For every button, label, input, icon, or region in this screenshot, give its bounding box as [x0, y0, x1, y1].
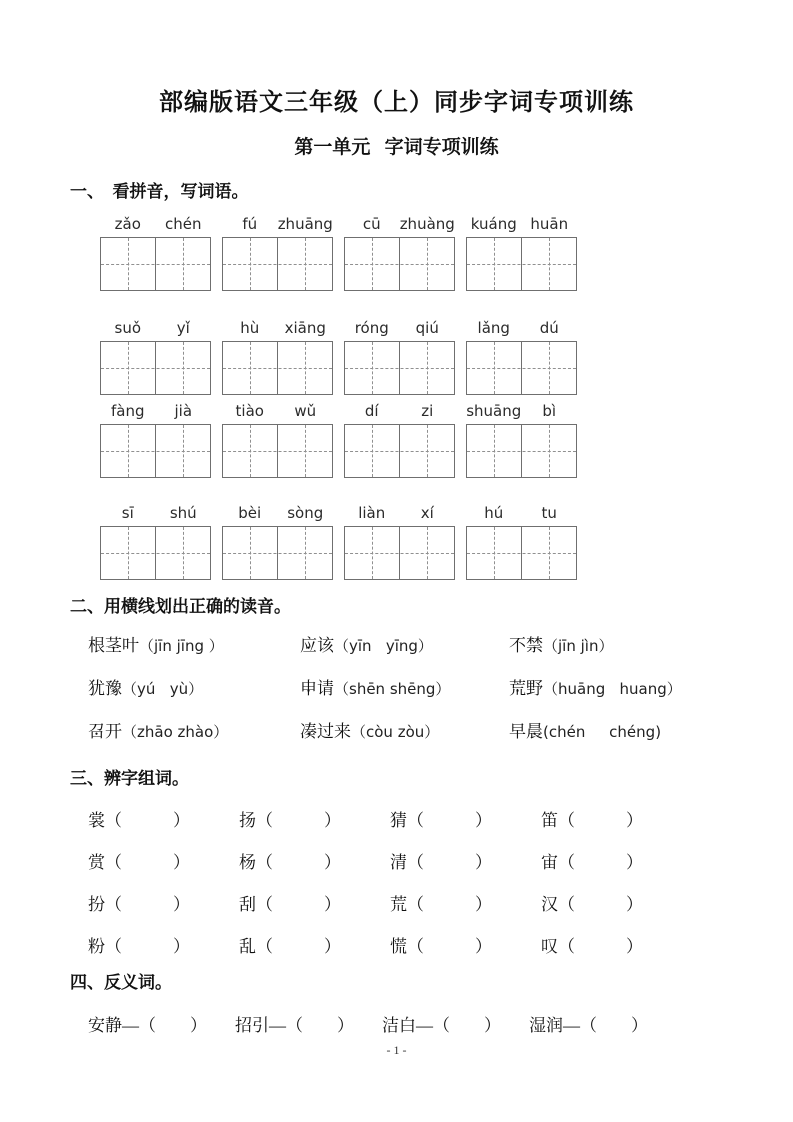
pinyin-word-group — [222, 504, 333, 580]
pronunciation-item — [88, 720, 300, 744]
pinyin-row-4 — [100, 504, 793, 580]
pronunciation-item — [88, 634, 300, 658]
pronunciation-item — [88, 677, 300, 701]
writing-grid-box — [100, 237, 211, 291]
character: 扬 — [239, 811, 256, 830]
pinyin-syllable: bèi — [238, 504, 262, 522]
word-part: 过来 — [317, 722, 351, 741]
word-dotted-char: 荒 • — [509, 679, 526, 698]
writing-cell — [277, 238, 332, 290]
pronunciation-item — [509, 720, 661, 744]
writing-cell — [223, 342, 277, 394]
word-part: 该 — [317, 636, 334, 655]
word-form-item — [88, 851, 239, 874]
writing-grid-box — [344, 237, 455, 291]
writing-cell — [277, 527, 332, 579]
answer-blank: （ ） — [105, 937, 190, 956]
pinyin-syllable: fàng — [110, 402, 145, 420]
pinyin-syllable: tu — [541, 504, 557, 522]
word-dotted-char: 禁 • — [526, 636, 543, 655]
word-form-row-4 — [88, 935, 793, 958]
pronunciation-item — [509, 634, 613, 658]
pinyin-word-group — [344, 215, 455, 291]
writing-cell — [521, 527, 576, 579]
pinyin-options: （huāng huang） — [543, 680, 682, 698]
pinyin-syllable: shú — [169, 504, 197, 522]
word-form-item — [541, 935, 692, 958]
pronunciation-row-2 — [88, 677, 793, 701]
word-form-item — [239, 809, 390, 832]
pronunciation-item — [300, 677, 509, 701]
writing-grid-box — [466, 341, 577, 395]
answer-blank: —（ ） — [269, 1016, 354, 1035]
pinyin-syllable: lǎng — [477, 319, 510, 337]
character: 叹 — [541, 937, 558, 956]
word-part: 根 — [88, 636, 105, 655]
answer-blank: （ ） — [558, 937, 643, 956]
pinyin-syllable: wǔ — [294, 402, 317, 420]
pinyin-word-group — [100, 215, 211, 291]
answer-blank: （ ） — [407, 811, 492, 830]
character: 汉 — [541, 895, 558, 914]
writing-cell — [345, 238, 399, 290]
word-dotted-char: 茎 • — [105, 636, 122, 655]
writing-cell — [101, 238, 155, 290]
word-part: 早 — [509, 722, 526, 741]
antonym-item — [88, 1014, 207, 1037]
section1-heading: 一、 看拼音，写词语。 — [70, 182, 249, 201]
antonym-item — [529, 1014, 648, 1037]
pinyin-syllable: tiào — [235, 402, 264, 420]
character: 杨 — [239, 853, 256, 872]
answer-blank: （ ） — [558, 853, 643, 872]
section4-heading: 四、反义词。 — [70, 973, 172, 992]
word-form-item — [541, 893, 692, 916]
pinyin-options: （jīn jìn） — [543, 637, 614, 655]
pinyin-word-group — [100, 319, 211, 395]
writing-cell — [399, 425, 454, 477]
character: 赏 — [88, 853, 105, 872]
antonym-item — [235, 1014, 354, 1037]
antonym-item — [382, 1014, 501, 1037]
pinyin-word-group — [100, 504, 211, 580]
pinyin-syllable: yǐ — [176, 319, 190, 337]
pinyin-syllable: chén — [165, 215, 202, 233]
character: 乱 — [239, 937, 256, 956]
section2-heading: 二、用横线划出正确的读音。 — [70, 597, 291, 616]
pinyin-syllable: suǒ — [114, 319, 141, 337]
word-form-item — [541, 851, 692, 874]
pinyin-options: （yú yù） — [122, 680, 204, 698]
pinyin-options: （zhāo zhào） — [122, 723, 229, 741]
character: 清 — [390, 853, 407, 872]
writing-cell — [277, 425, 332, 477]
word-dotted-char: 凑 • — [300, 722, 317, 741]
writing-grid-box — [100, 341, 211, 395]
word-form-row-3 — [88, 893, 793, 916]
word-form-item — [390, 809, 541, 832]
writing-grid-box — [466, 237, 577, 291]
pinyin-word-group — [344, 504, 455, 580]
answer-blank: （ ） — [105, 895, 190, 914]
answer-blank: （ ） — [105, 853, 190, 872]
word-form-item — [390, 935, 541, 958]
pinyin-syllable: huān — [530, 215, 569, 233]
character: 慌 — [390, 937, 407, 956]
pinyin-syllable: dú — [539, 319, 559, 337]
answer-blank: （ ） — [407, 853, 492, 872]
pinyin-row-2 — [100, 319, 793, 395]
pinyin-syllable: róng — [354, 319, 389, 337]
word-form-row-1 — [88, 809, 793, 832]
pinyin-syllable: hú — [484, 504, 504, 522]
pinyin-syllable: liàn — [358, 504, 386, 522]
writing-grid-box — [344, 526, 455, 580]
pinyin-syllable: dí — [364, 402, 379, 420]
pinyin-syllable: zǎo — [114, 215, 141, 233]
word-form-item — [239, 935, 390, 958]
writing-grid-box — [466, 526, 577, 580]
word-form-item — [541, 809, 692, 832]
answer-blank: —（ ） — [122, 1016, 207, 1035]
answer-blank: （ ） — [558, 811, 643, 830]
character: 荒 — [390, 895, 407, 914]
pinyin-word-group — [466, 402, 577, 478]
pinyin-syllable: shuāng — [466, 402, 522, 420]
writing-grid-box — [222, 526, 333, 580]
writing-grid-box — [222, 424, 333, 478]
answer-blank: （ ） — [256, 937, 341, 956]
writing-cell — [345, 425, 399, 477]
writing-grid-box — [222, 237, 333, 291]
pinyin-row-1 — [100, 215, 793, 291]
pinyin-word-group — [344, 402, 455, 478]
pinyin-word-group — [222, 402, 333, 478]
character: 猜 — [390, 811, 407, 830]
word-part: 请 — [317, 679, 334, 698]
answer-blank: （ ） — [256, 811, 341, 830]
page-title: 部编版语文三年级（上）同步字词专项训练 — [159, 90, 634, 116]
writing-cell — [155, 527, 210, 579]
pronunciation-row-3 — [88, 720, 793, 744]
pronunciation-item — [300, 634, 509, 658]
answer-blank: （ ） — [407, 937, 492, 956]
writing-grid-box — [466, 424, 577, 478]
word-dotted-char: 应 • — [300, 636, 317, 655]
writing-cell — [399, 238, 454, 290]
word-dotted-char: 晨 • — [526, 722, 543, 741]
pinyin-syllable: jià — [174, 402, 193, 420]
writing-cell — [521, 342, 576, 394]
word-dotted-char: 召 • — [88, 722, 105, 741]
writing-cell — [345, 342, 399, 394]
pinyin-word-group — [466, 215, 577, 291]
pinyin-syllable: xiāng — [284, 319, 326, 337]
character: 粉 — [88, 937, 105, 956]
writing-grid-box — [100, 526, 211, 580]
word: 招引 — [235, 1016, 269, 1035]
writing-cell — [399, 342, 454, 394]
pinyin-syllable: sī — [121, 504, 134, 522]
word-part: 野 — [526, 679, 543, 698]
writing-cell — [155, 238, 210, 290]
answer-blank: （ ） — [105, 811, 190, 830]
pinyin-options: (chén chéng) — [543, 723, 662, 741]
pronunciation-item — [509, 677, 682, 701]
answer-blank: （ ） — [256, 853, 341, 872]
writing-cell — [101, 527, 155, 579]
character: 裳 — [88, 811, 105, 830]
answer-blank: —（ ） — [563, 1016, 648, 1035]
section3-heading: 三、辨字组词。 — [70, 769, 189, 788]
writing-grid-box — [222, 341, 333, 395]
word-dotted-char: 申 • — [300, 679, 317, 698]
pinyin-word-group — [100, 402, 211, 478]
writing-cell — [101, 425, 155, 477]
character: 笛 — [541, 811, 558, 830]
word: 安静 — [88, 1016, 122, 1035]
word-form-item — [390, 893, 541, 916]
character: 宙 — [541, 853, 558, 872]
answer-blank: —（ ） — [416, 1016, 501, 1035]
antonym-row — [88, 1014, 793, 1037]
word-part: 犹 — [88, 679, 105, 698]
pinyin-word-group — [222, 215, 333, 291]
writing-cell — [467, 342, 521, 394]
character: 刮 — [239, 895, 256, 914]
pinyin-syllable: qiú — [415, 319, 439, 337]
writing-cell — [155, 425, 210, 477]
pinyin-options: （shēn shēng） — [334, 680, 451, 698]
writing-grid-box — [344, 424, 455, 478]
pinyin-syllable: cū — [362, 215, 381, 233]
writing-grid-box — [344, 341, 455, 395]
word-form-item — [239, 893, 390, 916]
pinyin-word-group — [344, 319, 455, 395]
writing-cell — [223, 238, 277, 290]
pinyin-syllable: kuáng — [470, 215, 517, 233]
page-number: - 1 - — [386, 1043, 407, 1057]
pinyin-row-3 — [100, 402, 793, 478]
writing-cell — [277, 342, 332, 394]
answer-blank: （ ） — [558, 895, 643, 914]
character: 扮 — [88, 895, 105, 914]
answer-blank: （ ） — [407, 895, 492, 914]
word-part: 不 — [509, 636, 526, 655]
pinyin-syllable: zhuāng — [277, 215, 333, 233]
answer-blank: （ ） — [256, 895, 341, 914]
pinyin-syllable: zi — [421, 402, 434, 420]
pinyin-syllable: hù — [240, 319, 260, 337]
pinyin-word-group — [466, 504, 577, 580]
pronunciation-item — [300, 720, 509, 744]
writing-grid-box — [100, 424, 211, 478]
writing-cell — [223, 425, 277, 477]
pinyin-syllable: zhuàng — [399, 215, 455, 233]
writing-cell — [467, 425, 521, 477]
word-form-item — [239, 851, 390, 874]
page-subtitle: 第一单元 字词专项训练 — [294, 137, 499, 158]
writing-cell — [223, 527, 277, 579]
writing-cell — [467, 238, 521, 290]
writing-cell — [345, 527, 399, 579]
pinyin-options: （yīn yīng） — [334, 637, 433, 655]
word-form-row-2 — [88, 851, 793, 874]
writing-cell — [155, 342, 210, 394]
pinyin-syllable: bì — [542, 402, 557, 420]
pinyin-syllable: sòng — [287, 504, 324, 522]
word-form-item — [88, 893, 239, 916]
writing-cell — [101, 342, 155, 394]
word-part: 开 — [105, 722, 122, 741]
word-form-item — [88, 935, 239, 958]
pinyin-word-group — [222, 319, 333, 395]
word-dotted-char: 豫 • — [105, 679, 122, 698]
pinyin-word-group — [466, 319, 577, 395]
writing-cell — [399, 527, 454, 579]
pronunciation-row-1 — [88, 634, 793, 658]
writing-cell — [521, 425, 576, 477]
word-form-item — [390, 851, 541, 874]
writing-cell — [521, 238, 576, 290]
word: 湿润 — [529, 1016, 563, 1035]
pinyin-options: （còu zòu） — [351, 723, 440, 741]
word-part: 叶 — [122, 636, 139, 655]
pinyin-syllable: xí — [420, 504, 434, 522]
word: 洁白 — [382, 1016, 416, 1035]
word-form-item — [88, 809, 239, 832]
writing-cell — [467, 527, 521, 579]
pinyin-syllable: fú — [242, 215, 258, 233]
pinyin-options: （jīn jīng ） — [139, 637, 224, 655]
